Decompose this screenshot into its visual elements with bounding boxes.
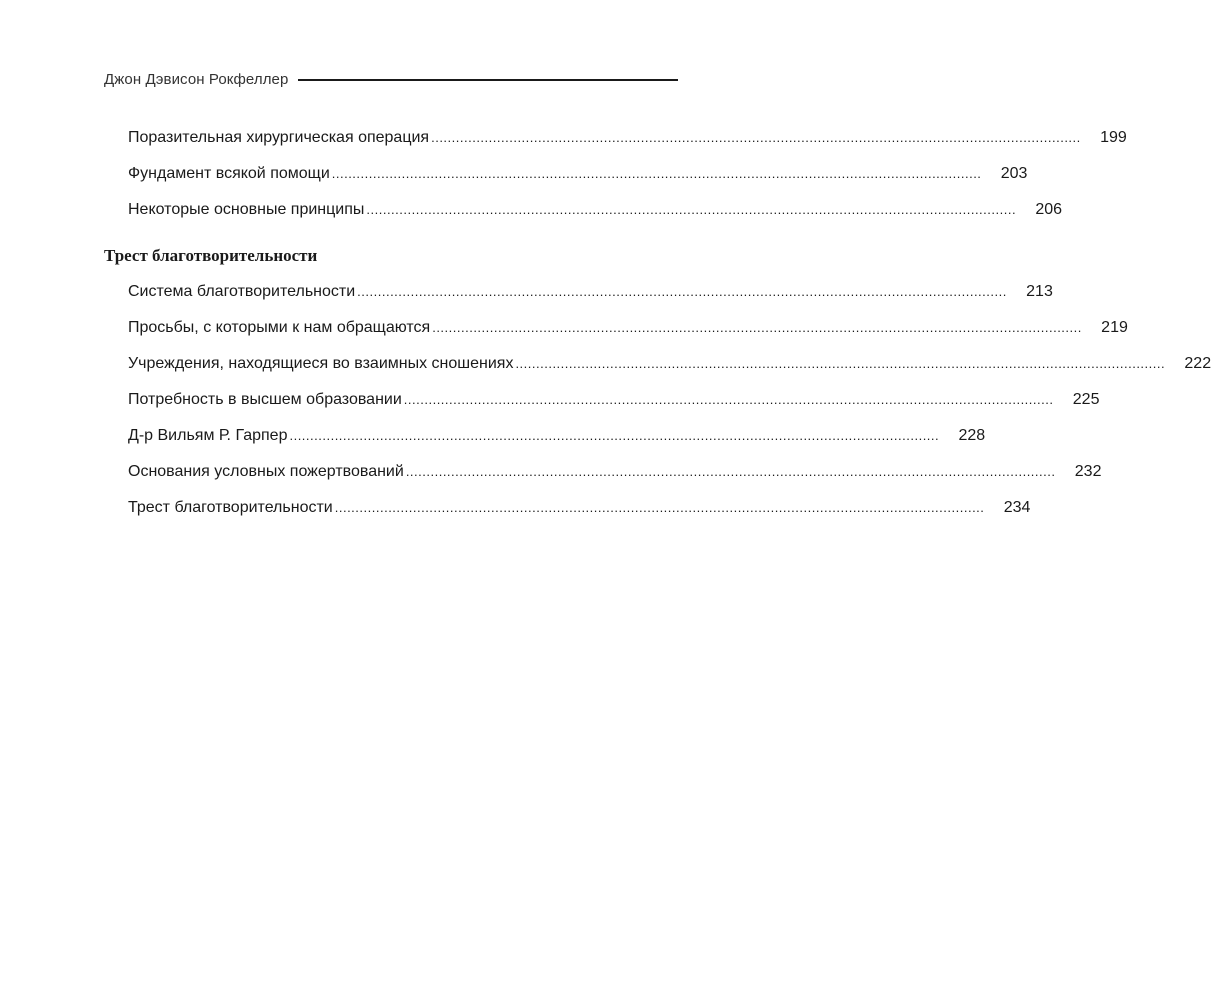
toc-leader-dots: .............................................................................................................................................................. [431,130,1081,145]
toc-entry-title: Поразительная хирургическая операция [128,129,430,146]
toc-entry [128,126,1127,150]
toc-entry-title: Д-р Вильям Р. Гарпер [128,427,288,444]
toc-entry [128,316,1128,340]
toc-leader-dots: .............................................................................................................................................................. [289,428,940,443]
toc-entry [128,460,1102,484]
toc-entry-title: Потребность в высшем образовании [128,391,402,408]
toc-entry-title: Некоторые основные принципы [128,201,365,218]
toc-section-title: Трест благотворительности [104,246,318,265]
toc-entry-page: 199 [1100,129,1127,146]
toc-entry [128,424,986,448]
toc-entry [128,280,1053,304]
toc-leader-dots: .............................................................................................................................................................. [403,392,1054,407]
toc-entry-page: 228 [958,427,986,444]
toc-leader-dots: .............................................................................................................................................................. [366,202,1017,217]
toc-entry [128,388,1100,412]
toc-leader-dots: .............................................................................................................................................................. [334,500,985,515]
toc-entry-page: 206 [1035,201,1063,218]
header-rule [298,79,678,81]
toc-entry [128,162,1028,186]
toc-leader-dots: .............................................................................................................................................................. [331,166,982,181]
toc-entry-title: Трест благотворительности [128,499,333,516]
running-header-author: Джон Дэвисон Рокфеллер [104,70,289,88]
toc-leader-dots: .............................................................................................................................................................. [357,284,1007,299]
toc-entry [128,198,1063,222]
toc-entry-title: Просьбы, с которыми к нам обращаются [128,319,431,336]
toc-entry-page: 219 [1101,319,1128,336]
toc-leader-dots: .............................................................................................................................................................. [405,464,1056,479]
toc-leader-dots: .............................................................................................................................................................. [432,320,1082,335]
toc-entry [128,352,1211,376]
toc-entry-title: Учреждения, находящиеся во взаимных сношениях [128,355,514,372]
toc-entry-page: 213 [1026,283,1053,300]
toc-entry-page: 225 [1072,391,1100,408]
toc-entry-title: Основания условных пожертвований [128,463,404,480]
toc-entry-title: Фундамент всякой помощи [128,165,330,182]
toc-entry-page: 234 [1003,499,1031,516]
toc-leader-dots: .............................................................................................................................................................. [515,356,1166,371]
toc-entry-page: 203 [1000,165,1028,182]
toc-entry-page: 222 [1184,355,1211,372]
toc-entry [128,496,1031,520]
toc-entry-page: 232 [1074,463,1102,480]
toc-entry-title: Система благотворительности [128,283,356,300]
running-header [104,68,678,90]
